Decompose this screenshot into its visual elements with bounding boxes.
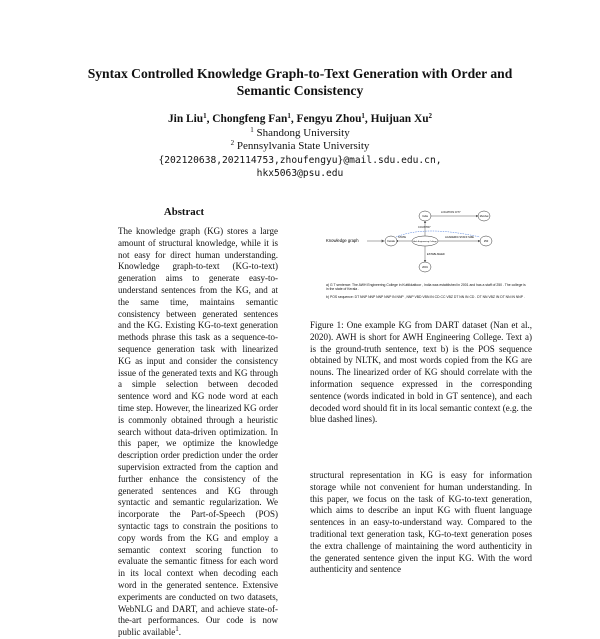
node-label: Mumbai [479,215,489,219]
affil-mark: 2 [230,139,235,147]
affiliation-1 [40,127,560,140]
email-line-1: {202120638,202114753,zhoufengyu}@mail.sdu.edu.cn, [158,155,442,166]
node-label: 250 [483,240,489,244]
author-affil-mark: 1 [361,112,365,120]
edge-label: LOCATION CITY [441,211,461,214]
author-name: Fengyu Zhou [296,113,362,125]
edge-label: ESTABLISHED [427,253,445,256]
gt-sentence: a) G T sentence: The AWH Engineering College in Kuttikkattoor , India was established in 2001 and has a staff of 250 . The college is in the state of Kerala . [326,283,526,292]
author-emails [40,154,560,180]
email-line-2: hkx5063@psu.edu [256,168,344,179]
node-label: Kerala [387,240,395,244]
figure-caption: Figure 1: One example KG from DART dataset (Nan et al., 2020). AWH is short for AWH Engineering College. Text a) is the ground-truth sentence, text b) is the POS sequence obtained by NLTK, and most words copied from the KG are nouns. The linearized order of KG should correlate with the information sequence expressed in the corresponding sentence (words indicated in bold in GT sentence), and each decoded word should fit in its local semantic context (e.g. the blue dashed lines). [310,320,532,425]
abstract-heading: Abstract [163,206,205,218]
abstract-text: The knowledge graph (KG) stores a large amount of structural knowledge, while it is not easy for direct human understanding. Knowledge graph-to-text (KG-to-text) generation aims to generate easy-to-understand sentences from the KG, and at the same time, maintains semantic consistency between generated sentences and the KG. Existing KG-to-text generation methods phrase this task as a sequence-to-sequence generation task with linearized KG as input and consider the consistency issue of the generated texts and KG through a simple selection between decoded sentence word and KG node word at each time step. However, the linearized KG order is commonly obtained through a heuristic search without data-driven optimization. In this paper, we optimize the knowledge description order prediction under the order supervision extracted from the caption and further enhance the consistency of the generated sentences and KG through syntactic and semantic regularization. We incorporate the Part-of-Speech (POS) syntactic tags to constrain the positions to copy words from the KG and employ a semantic context scoring function to evaluate the semantic fitness for each word in its local context when decoding each word in the generated sentence. Extensive experiments are conducted on two datasets, WebNLG and DART, and achieve state-of-the-art performances. Our code is now public available [118,226,278,638]
author-affil-mark: 2 [428,112,433,120]
abstract-end: . [178,627,181,638]
figure-text-block [326,283,526,299]
affil-name: Pennsylvania State University [236,140,370,152]
title-line-2: Semantic Consistency [236,83,364,98]
author-name: Huijuan Xu [370,113,429,125]
node-label: Awh Engineering College [413,241,437,243]
edge-label: COUNTRY [418,226,431,229]
affil-name: Shandong University [256,127,350,139]
intro-paragraph: structural representation in KG is easy for information storage while not convenient for human understanding. In this paper, we focus on the task of KG-to-text generation, which aims to describe an input KG with fluent language sentences in an easy-to-understand way. Compared to the traditional text generation task, KG-to-text generation poses the extra challenge of maintaining the word authenticity in the generated sentence given the input KG. With the word authenticity and sentence [310,470,532,575]
author-affil-mark: 1 [203,112,207,120]
author-list: Jin Liu$^1$, Chongfeng Fan$^1$, Fengyu Zhou$^1$, Huijuan Xu$^2$ [167,112,433,125]
footnote-mark: 1 [175,625,179,634]
author-name: Jin Liu [167,113,204,125]
author-affil-mark: 1 [287,112,291,120]
author-name: Chongfeng Fan [212,113,288,125]
edge-label: ACADEMIC STAFF SIZE [445,236,474,239]
paper-title [40,65,560,99]
edge-label: STATE [398,236,406,239]
kg-label: Knowledge graph [326,238,359,243]
kg-diagram [312,205,526,317]
affil-mark: 1 [250,126,254,134]
figure-1 [312,205,526,317]
pos-sequence: b) POS sequence: DT NNP NNP NNP NNP IN NNP , NNP VBD VBN IN CD CC VBZ DT NN IN CD . DT NN VBZ IN DT NN IN NNP . [326,294,525,299]
node-label: 2001 [422,266,428,270]
affiliation-2 [40,140,560,153]
node-label: India [422,215,428,219]
abstract-body [118,226,278,639]
title-line-1: Syntax Controlled Knowledge Graph-to-Text Generation with Order and [87,66,513,81]
